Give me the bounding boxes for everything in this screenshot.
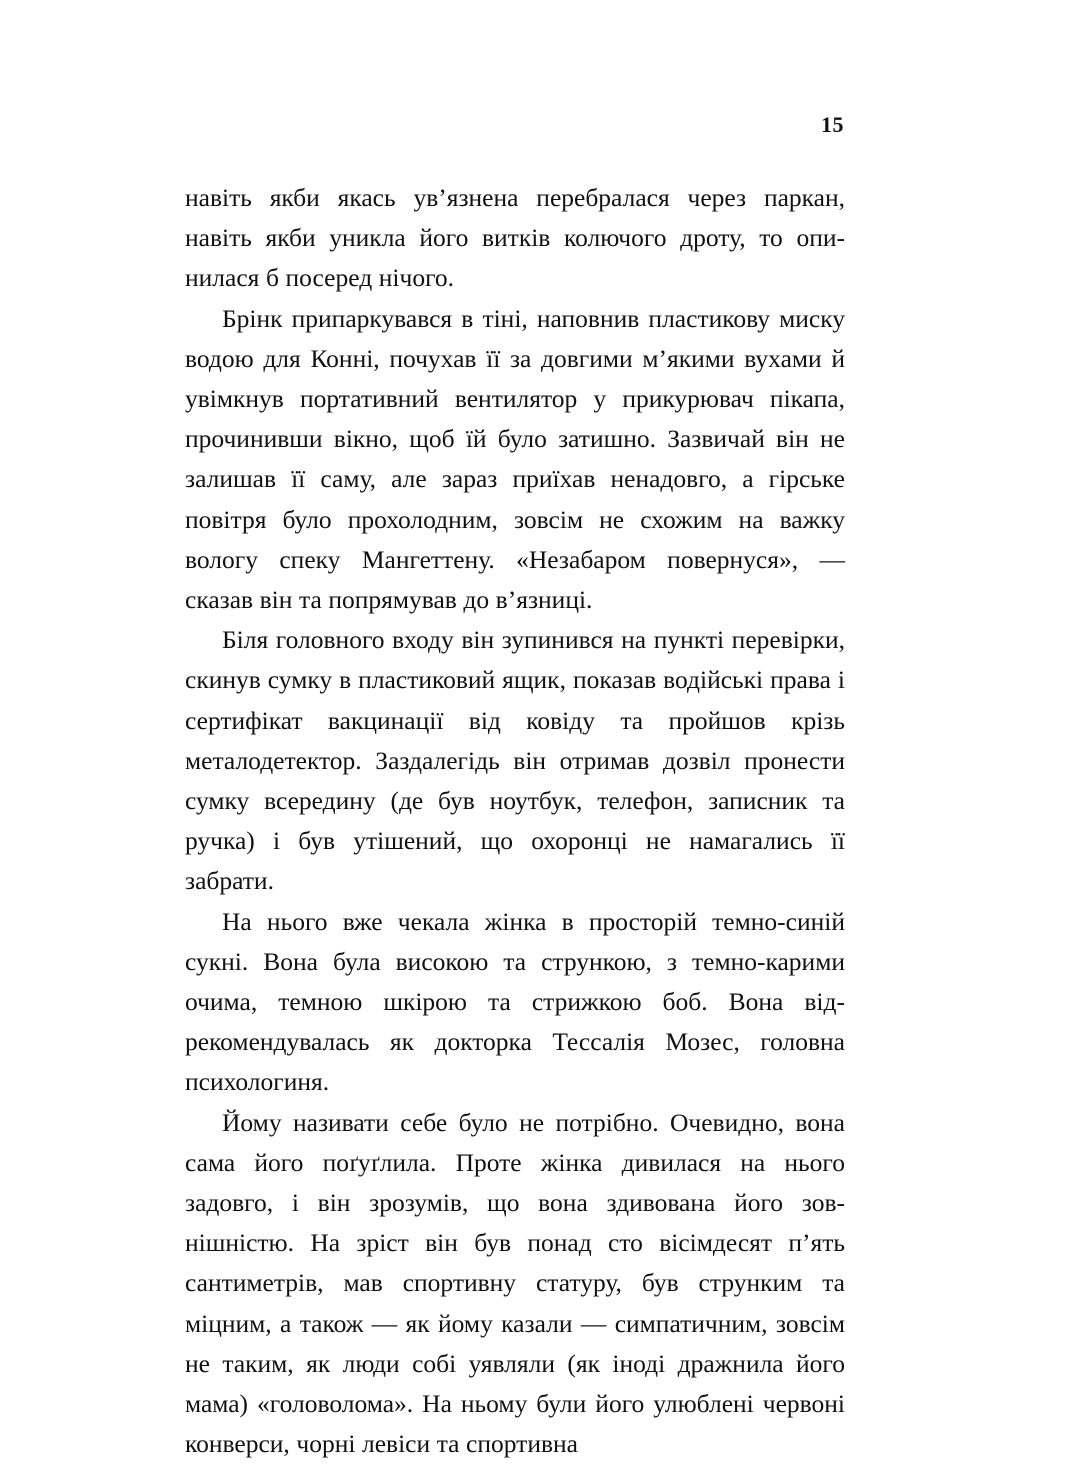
paragraph: навіть якби якась ув’язнена перебралася через паркан, навіть якби уникла його витків колючого дроту, то опинилася б посеред нічого. bbox=[185, 183, 845, 293]
paragraph: Йому називати себе було не потрібно. Очевидно, вона сама його поґуґлила. Проте жінка дивилася на нього задовго, і він зрозумів, що вона здивована його зовнішністю. На зріст він був понад сто вісімдесят п’ять сантиметрів, мав спортивну статуру, був струнким та міцним, а також — як йому казали — симпатичним, зовсім не таким, як люди собі уявляли (як іноді дражнила його мама) «головолома». На ньому були його улюблені червоні конверси, чорні левіси та спортивна bbox=[185, 1107, 845, 1459]
paragraph: Брінк припаркувався в тіні, наповнив пластикову миску водою для Конні, почухав її за довгими м’якими вухами й увімкнув портативний вентилятор у прикурювач пікапа, прочинивши вікно, щоб їй було затишно. Зазвичай він не залишав її саму, але зараз приїхав ненадовго, а гірське повітря було прохолодним, зовсім не схожим на важку вологу спеку Мангеттену. «Незабаром повернуся», — сказав він та попрямував до в’язниці. bbox=[185, 303, 845, 615]
body-text-column bbox=[185, 178, 845, 1465]
page-number: 15 bbox=[821, 112, 844, 137]
paragraph: На нього вже чекала жінка в просторій темно-синій сукні. Вона була високою та стрункою, з темно-карими очима, темною шкірою та стрижкою боб. Вона відрекомендувалась як докторка Тессалія Мозес, головна психологиня. bbox=[185, 906, 845, 1097]
paragraph: Біля головного входу він зупинився на пункті перевірки, скинув сумку в пластиковий ящик, показав водійські права і сертифікат вакцинації від ковіду та пройшов крізь металодетектор. Заздалегідь він отримав дозвіл пронести сумку всередину (де був ноутбук, телефон, записник та ручка) і був утішений, що охоронці не намагались її забрати. bbox=[185, 625, 845, 896]
